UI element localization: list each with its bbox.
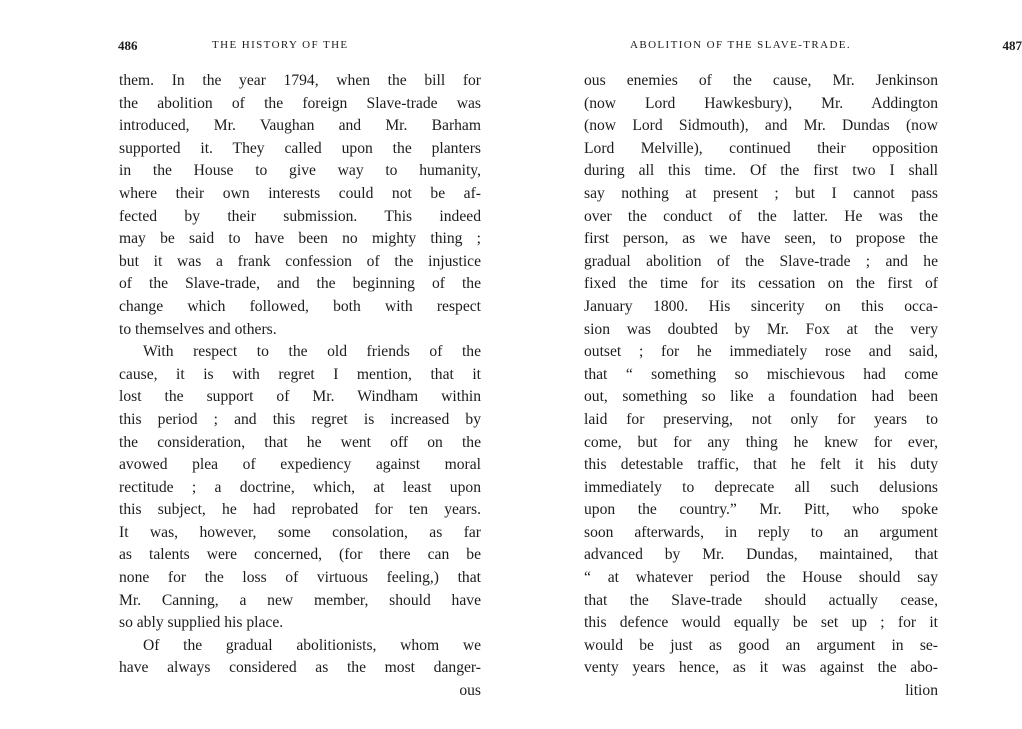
text-line: Of the gradual abolitionists, whom we: [143, 636, 481, 654]
text-line: the consideration, that he went off on the: [119, 433, 481, 451]
text-line: avowed plea of expediency against moral: [119, 456, 481, 474]
text-line: to themselves and others.: [119, 320, 277, 338]
right-page-number: 487: [1002, 38, 1022, 53]
right-page-body: [584, 70, 938, 703]
text-line: during all this time. Of the first two I shall: [584, 162, 938, 180]
catchword: lition: [905, 682, 938, 700]
text-line: them. In the year 1794, when the bill for: [119, 72, 481, 89]
text-line: but it was a frank confession of the injustice: [119, 252, 481, 270]
text-line: of the Slave-trade, and the beginning of the: [119, 275, 481, 293]
text-line: sion was doubted by Mr. Fox at the very: [584, 320, 938, 338]
text-line: out, something so like a foundation had been: [584, 388, 938, 406]
text-line: this defence would equally be set up ; for it: [584, 614, 938, 632]
text-line: outset ; for he immediately rose and said,: [584, 343, 938, 361]
text-line: change which followed, both with respect: [119, 297, 481, 315]
text-line: Mr. Canning, a new member, should have: [119, 591, 481, 609]
text-line: the abolition of the foreign Slave-trade was: [119, 94, 481, 112]
text-line: soon afterwards, in reply to an argument: [584, 523, 938, 541]
text-line: come, but for any thing he knew for ever,: [584, 433, 938, 451]
catchword: ous: [459, 682, 481, 700]
text-line: supported it. They called upon the planters: [119, 139, 481, 157]
text-line: introduced, Mr. Vaughan and Mr. Barham: [119, 117, 481, 135]
text-line: first person, as we have seen, to propose the: [584, 230, 938, 248]
text-line: It was, however, some consolation, as far: [119, 523, 481, 541]
text-line: (now Lord Sidmouth), and Mr. Dundas (now: [584, 117, 938, 135]
text-line: have always considered as the most danger-: [119, 659, 481, 677]
text-line: in the House to give way to humanity,: [119, 162, 481, 180]
text-line: over the conduct of the latter. He was the: [584, 207, 938, 225]
text-line: rectitude ; a doctrine, which, at least upon: [119, 478, 481, 496]
text-line: lost the support of Mr. Windham within: [119, 388, 481, 406]
right-page: [490, 0, 1022, 729]
left-page-number: 486: [118, 38, 138, 53]
text-line: fected by their submission. This indeed: [119, 207, 481, 225]
text-line: none for the loss of virtuous feeling,) that: [119, 569, 481, 587]
text-line: upon the country.” Mr. Pitt, who spoke: [584, 501, 938, 519]
left-page-body: [119, 70, 481, 703]
text-line: as talents were concerned, (for there can be: [119, 546, 481, 564]
text-line: say nothing at present ; but I cannot pass: [584, 184, 938, 202]
text-line: With respect to the old friends of the: [143, 343, 481, 361]
text-line: January 1800. His sincerity on this occa-: [584, 297, 938, 315]
text-line: fixed the time for its cessation on the first of: [584, 275, 938, 293]
left-page: [0, 0, 490, 729]
text-line: Lord Melville), continued their opposition: [584, 139, 938, 157]
text-line: that “ something so mischievous had come: [584, 365, 938, 383]
text-line: would be just as good an argument in se-: [584, 636, 938, 654]
text-line: ous enemies of the cause, Mr. Jenkinson: [584, 72, 938, 89]
text-line: “ at whatever period the House should say: [584, 569, 938, 587]
right-running-head: ABOLITION OF THE SLAVE-TRADE.: [630, 39, 852, 51]
text-line: laid for preserving, not only for years to: [584, 410, 938, 428]
text-line: advanced by Mr. Dundas, maintained, that: [584, 546, 938, 564]
text-line: may be said to have been no mighty thing ;: [119, 230, 481, 248]
text-line: this detestable traffic, that he felt it his duty: [584, 456, 938, 474]
text-line: so ably supplied his place.: [119, 614, 284, 632]
text-line: immediately to deprecate all such delusions: [584, 478, 938, 496]
text-line: gradual abolition of the Slave-trade ; and he: [584, 252, 938, 270]
text-line: where their own interests could not be af-: [119, 184, 481, 202]
text-line: cause, it is with regret I mention, that it: [119, 365, 481, 383]
text-line: this subject, he had reprobated for ten years.: [119, 501, 481, 519]
text-line: (now Lord Hawkesbury), Mr. Addington: [584, 94, 938, 112]
text-line: that the Slave-trade should actually cease,: [584, 591, 938, 609]
right-page-header: [630, 38, 1022, 58]
text-line: venty years hence, as it was against the abo-: [584, 659, 938, 677]
left-running-head: THE HISTORY OF THE: [212, 39, 349, 51]
text-line: this period ; and this regret is increased by: [119, 410, 481, 428]
left-page-header: [118, 38, 478, 58]
